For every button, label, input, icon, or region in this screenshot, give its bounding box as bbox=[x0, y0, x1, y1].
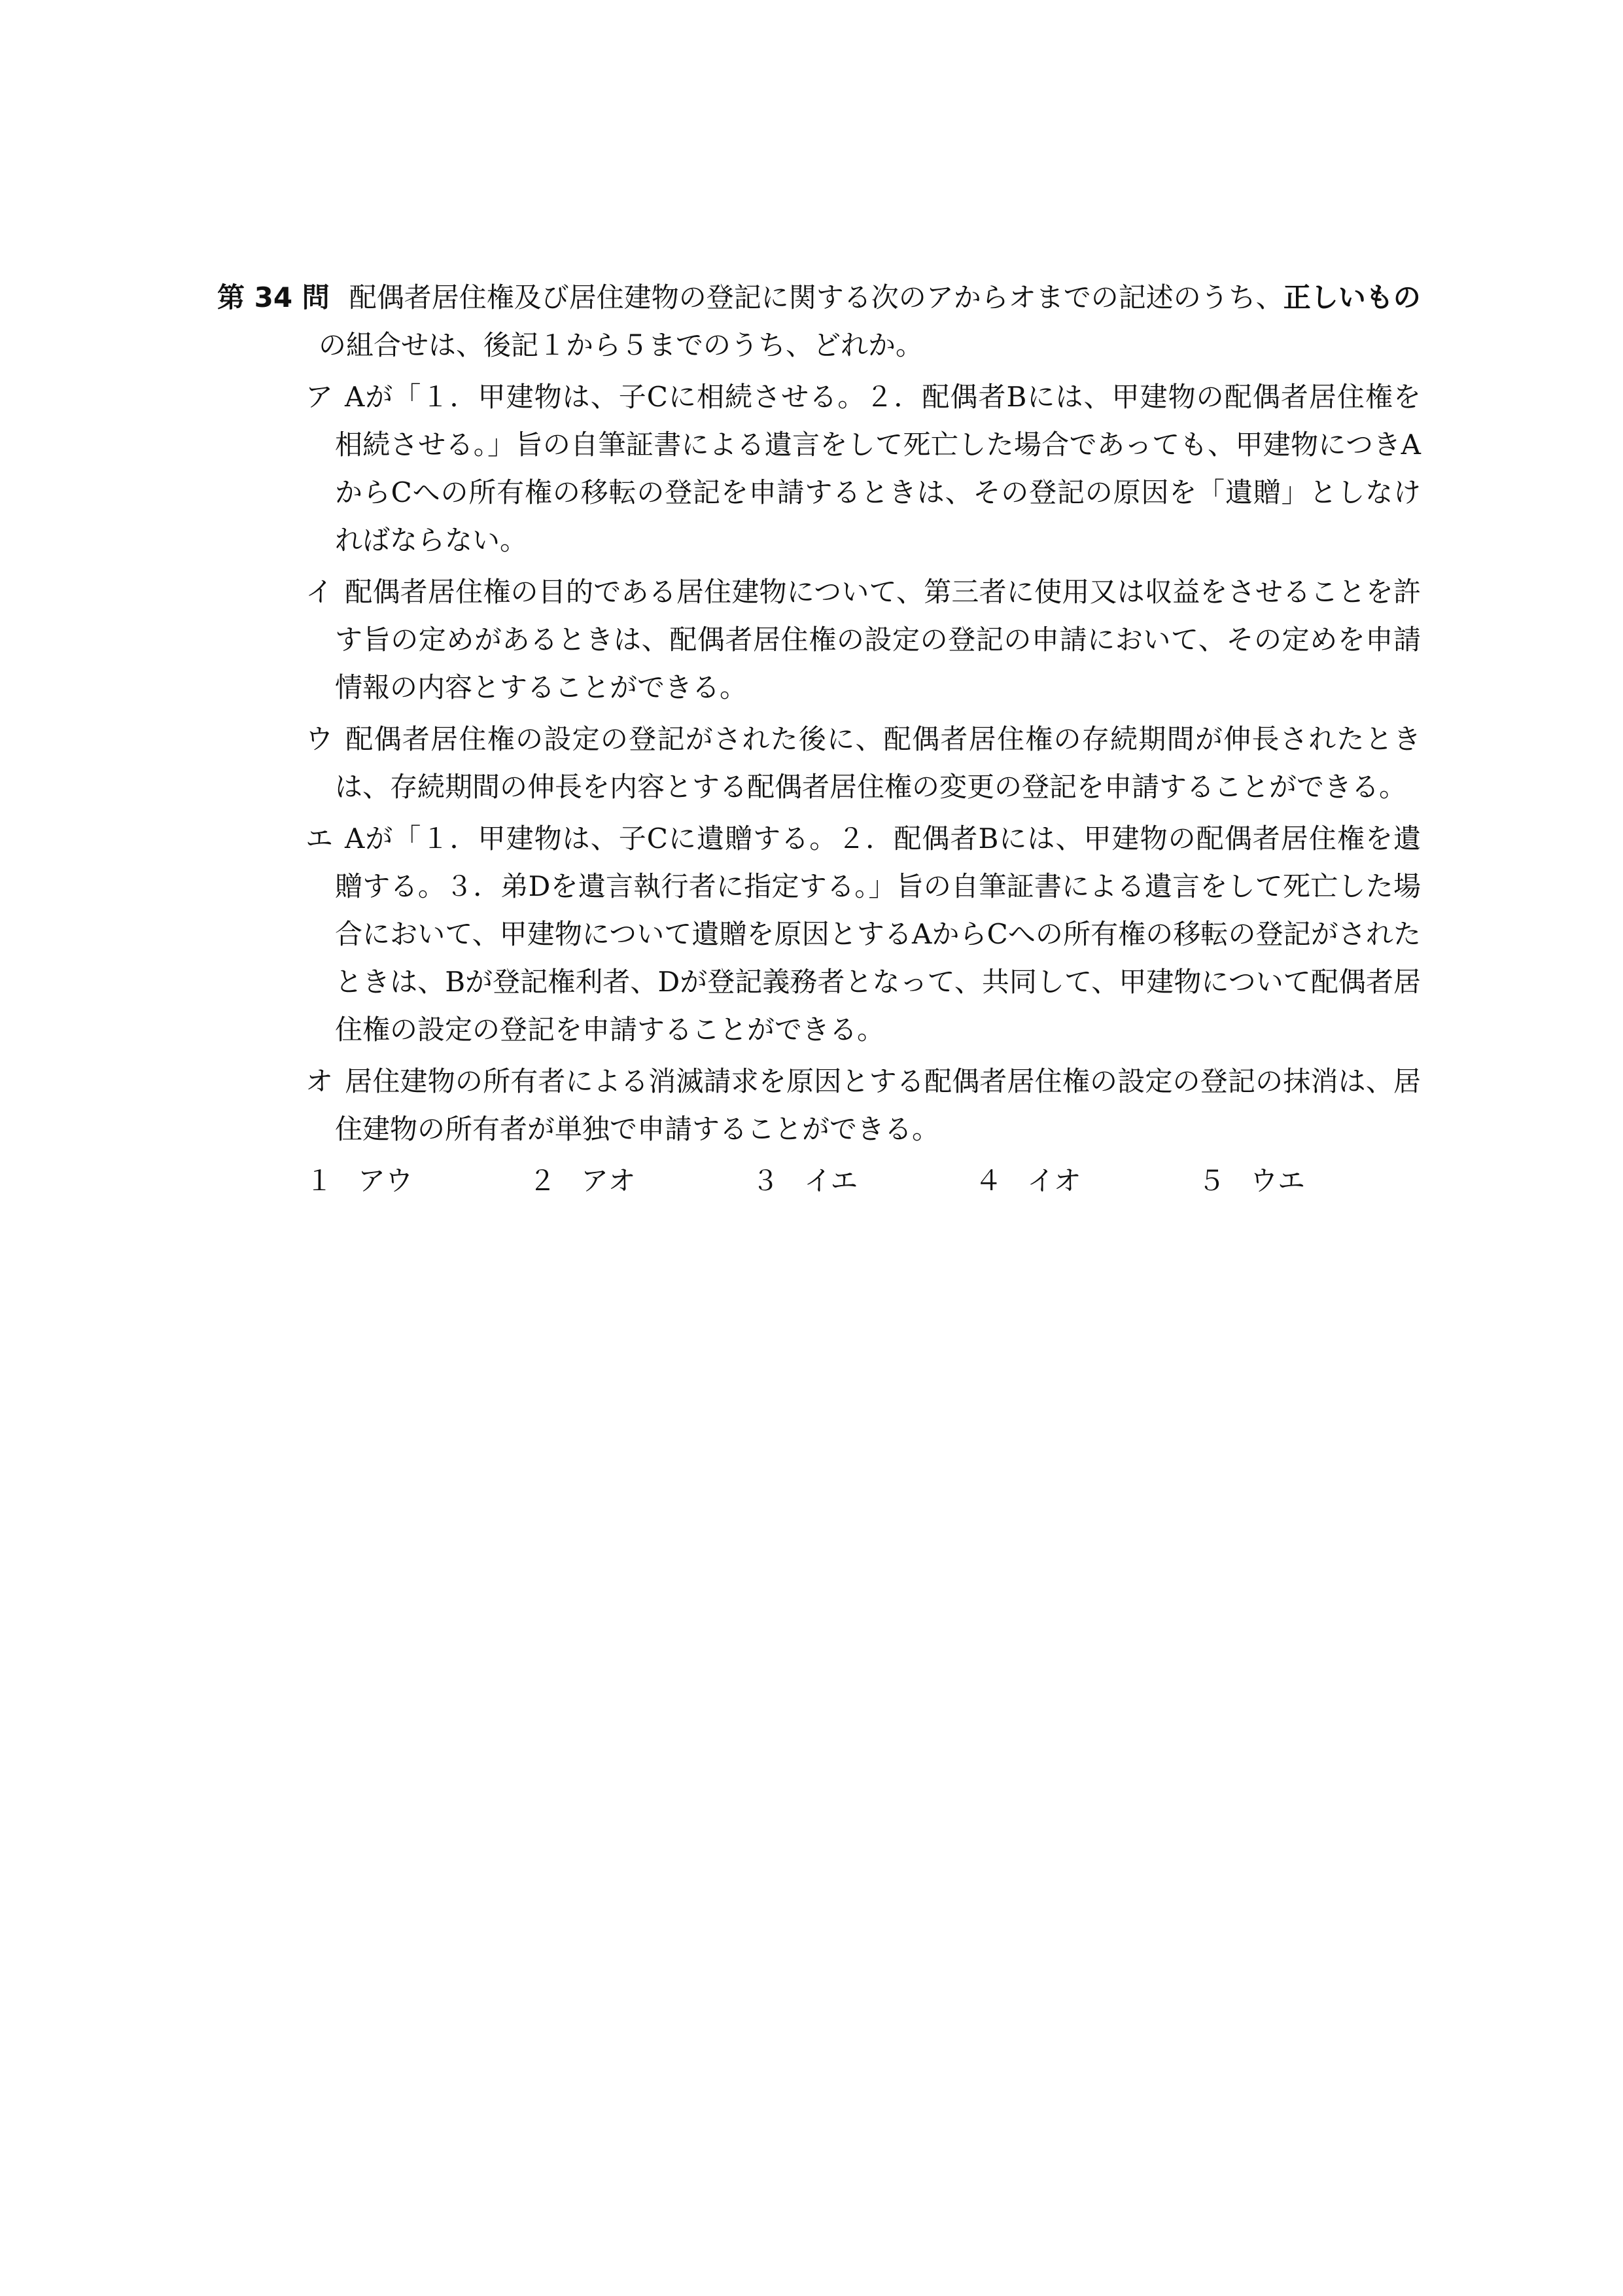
option-item bbox=[305, 715, 1421, 811]
question-stem bbox=[217, 274, 1421, 369]
answer-combo: イエ bbox=[804, 1165, 858, 1197]
answer-number: １ bbox=[305, 1165, 334, 1197]
answer-choice bbox=[529, 1157, 752, 1205]
stem-emphasis: 正しいもの bbox=[1283, 281, 1421, 313]
option-item bbox=[305, 1057, 1421, 1153]
answer-combo: ウエ bbox=[1250, 1165, 1306, 1197]
option-marker: ウ bbox=[305, 723, 334, 755]
option-marker: イ bbox=[305, 576, 334, 608]
option-text: Aが「１．甲建物は、子Cに遺贈する。２．配偶者Bには、甲建物の配偶者居住権を遺贈する。３．弟Dを遺言執行者に指定する。」旨の自筆証書による遺言をして死亡した場合において、甲建物について遺贈を原因とするAからCへの所有権の移転の登記がされたときは、Bが登記権利者、Dが登記義務者となって、共同して、甲建物について配偶者居住権の設定の登記を申請することができる。 bbox=[335, 822, 1421, 1046]
answer-number: ４ bbox=[975, 1165, 1003, 1197]
stem-text-after: の組合せは、後記１から５までのうち、どれか。 bbox=[319, 329, 924, 361]
option-text: 居住建物の所有者による消滅請求を原因とする配偶者居住権の設定の登記の抹消は、居住建物の所有者が単独で申請することができる。 bbox=[335, 1065, 1421, 1145]
option-list bbox=[217, 373, 1421, 1153]
answer-combo: イオ bbox=[1027, 1165, 1081, 1197]
answer-choice bbox=[975, 1157, 1198, 1205]
option-item bbox=[305, 815, 1421, 1053]
answer-choice bbox=[305, 1157, 529, 1205]
answer-number: ３ bbox=[752, 1165, 780, 1197]
answer-choice bbox=[752, 1157, 975, 1205]
option-text: 配偶者居住権の目的である居住建物について、第三者に使用又は収益をさせることを許す旨の定めがあるときは、配偶者居住権の設定の登記の申請において、その定めを申請情報の内容とすることができる。 bbox=[335, 576, 1421, 703]
option-text: Aが「１．甲建物は、子Cに相続させる。２．配偶者Bには、甲建物の配偶者居住権を相続させる。」旨の自筆証書による遺言をして死亡した場合であっても、甲建物につきAからCへの所有権の移転の登記を申請するときは、その登記の原因を「遺贈」としなければならない。 bbox=[335, 381, 1421, 556]
option-marker: オ bbox=[305, 1065, 334, 1097]
question-block bbox=[217, 274, 1421, 1205]
option-text: 配偶者居住権の設定の登記がされた後に、配偶者居住権の存続期間が伸長されたときは、存続期間の伸長を内容とする配偶者居住権の変更の登記を申請することができる。 bbox=[335, 723, 1421, 803]
stem-text-before: 配偶者居住権及び居住建物の登記に関する次のアからオまでの記述のうち、 bbox=[349, 281, 1283, 313]
answer-choices bbox=[305, 1157, 1421, 1205]
answer-choice bbox=[1198, 1157, 1421, 1205]
answer-combo: アウ bbox=[358, 1165, 413, 1197]
question-number: 第 34 問 bbox=[217, 281, 330, 313]
answer-number: ２ bbox=[529, 1165, 557, 1197]
option-item bbox=[305, 568, 1421, 711]
option-marker: エ bbox=[305, 822, 334, 855]
option-item bbox=[305, 373, 1421, 564]
answer-number: ５ bbox=[1198, 1165, 1226, 1197]
answer-combo: アオ bbox=[581, 1165, 636, 1197]
option-marker: ア bbox=[305, 381, 334, 413]
